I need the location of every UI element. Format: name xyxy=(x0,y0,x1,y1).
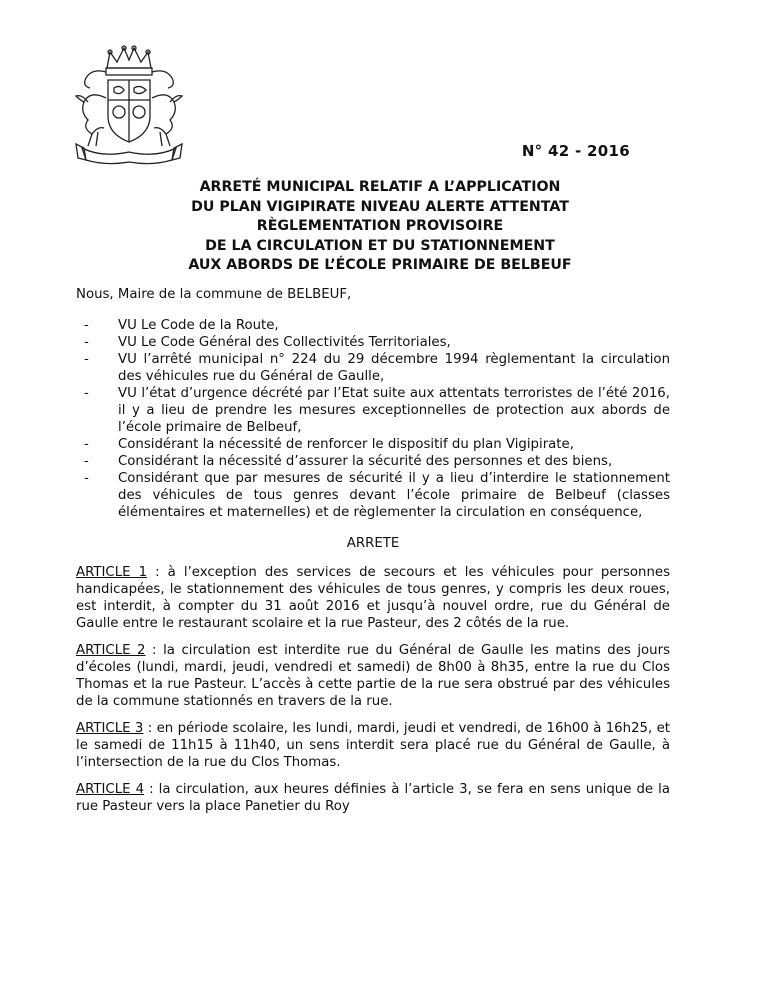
article-2 xyxy=(76,642,670,710)
list-item-text: VU Le Code de la Route, xyxy=(118,318,279,333)
list-item-text: Considérant la nécessité d’assurer la sécurité des personnes et des biens, xyxy=(118,454,613,469)
list-item xyxy=(76,351,670,385)
bullet-dash: - xyxy=(84,335,89,350)
article-label: ARTICLE 3 xyxy=(76,721,144,736)
bullet-dash: - xyxy=(84,471,89,486)
article-1 xyxy=(76,564,670,632)
list-item xyxy=(76,385,670,436)
bullet-dash: - xyxy=(84,386,89,401)
article-4 xyxy=(76,781,670,815)
article-3 xyxy=(76,720,670,771)
bullet-dash: - xyxy=(84,318,89,333)
bullet-dash: - xyxy=(84,437,89,452)
intro-text: Nous, Maire de la commune de BELBEUF, xyxy=(76,287,352,302)
title-line: DU PLAN VIGIPIRATE NIVEAU ALERTE ATTENTAT xyxy=(191,198,569,215)
list-item-text: Considérant que par mesures de sécurité il y a lieu d’interdire le stationnement des véhicules de tous genres devant l’école primaire de Belbeuf (classes élémentaires et maternelles) et de règlementer la circulation en conséquence, xyxy=(118,471,670,520)
article-text: : la circulation est interdite rue du Général de Gaulle les matins des jours d’écoles (lundi, mardi, jeudi, vendredi et samedi) de 8h00 à 8h35, entre la rue du Clos Thomas et la rue Pasteur. L’accès à cette partie de la rue sera obstrué par des véhicules de la commune stationnés en travers de la rue. xyxy=(76,643,670,709)
list-item-text: VU l’état d’urgence décrété par l’Etat suite aux attentats terroristes de l’été 2016, il y a lieu de prendre les mesures exceptionnelles de protection aux abords de l’école primaire de Belbeuf, xyxy=(118,386,670,435)
list-item xyxy=(76,334,670,351)
title-line: DE LA CIRCULATION ET DU STATIONNEMENT xyxy=(205,237,555,254)
document-body xyxy=(76,286,670,825)
article-text: : la circulation, aux heures définies à l’article 3, se fera en sens unique de la rue Pasteur vers la place Panetier du Roy xyxy=(76,782,670,814)
title-line: ARRETÉ MUNICIPAL RELATIF A L’APPLICATION xyxy=(199,179,561,195)
arrete-heading: ARRETE xyxy=(346,536,400,551)
document-number: N° 42 - 2016 xyxy=(521,142,630,160)
list-item-text: Considérant la nécessité de renforcer le dispositif du plan Vigipirate, xyxy=(118,437,574,452)
article-text: : à l’exception des services de secours et les véhicules pour personnes handicapées, le stationnement des véhicules de tous genres, y compris les deux roues, est interdit, à compter du 31 août 2016 et jusqu’à nouvel ordre, rue du Général de Gaulle entre le restaurant scolaire et la rue Pasteur, des 2 côtés de la rue. xyxy=(76,565,670,631)
article-label: ARTICLE 4 xyxy=(76,782,145,797)
article-text: : en période scolaire, les lundi, mardi, jeudi et vendredi, de 16h00 à 16h25, et le samedi de 11h15 à 11h40, un sens interdit sera placé rue du Général de Gaulle, à l’intersection de la rue du Clos Thomas. xyxy=(76,721,670,770)
bullet-dash: - xyxy=(84,352,89,367)
title-line: RÈGLEMENTATION PROVISOIRE xyxy=(256,218,504,234)
list-item-text: VU l’arrêté municipal n° 224 du 29 décembre 1994 règlementant la circulation des véhicules rue du Général de Gaulle, xyxy=(118,352,670,384)
list-item-text: VU Le Code Général des Collectivités Territoriales, xyxy=(118,335,451,350)
considerants-list xyxy=(76,317,670,521)
article-label: ARTICLE 1 xyxy=(76,565,148,580)
list-item xyxy=(76,317,670,334)
title-line: AUX ABORDS DE L’ÉCOLE PRIMAIRE DE BELBEUF xyxy=(188,257,572,273)
bullet-dash: - xyxy=(84,454,89,469)
list-item xyxy=(76,453,670,470)
list-item xyxy=(76,470,670,521)
article-label: ARTICLE 2 xyxy=(76,643,146,658)
list-item xyxy=(76,436,670,453)
page-title xyxy=(120,178,640,276)
coat-of-arms-icon xyxy=(62,38,196,172)
